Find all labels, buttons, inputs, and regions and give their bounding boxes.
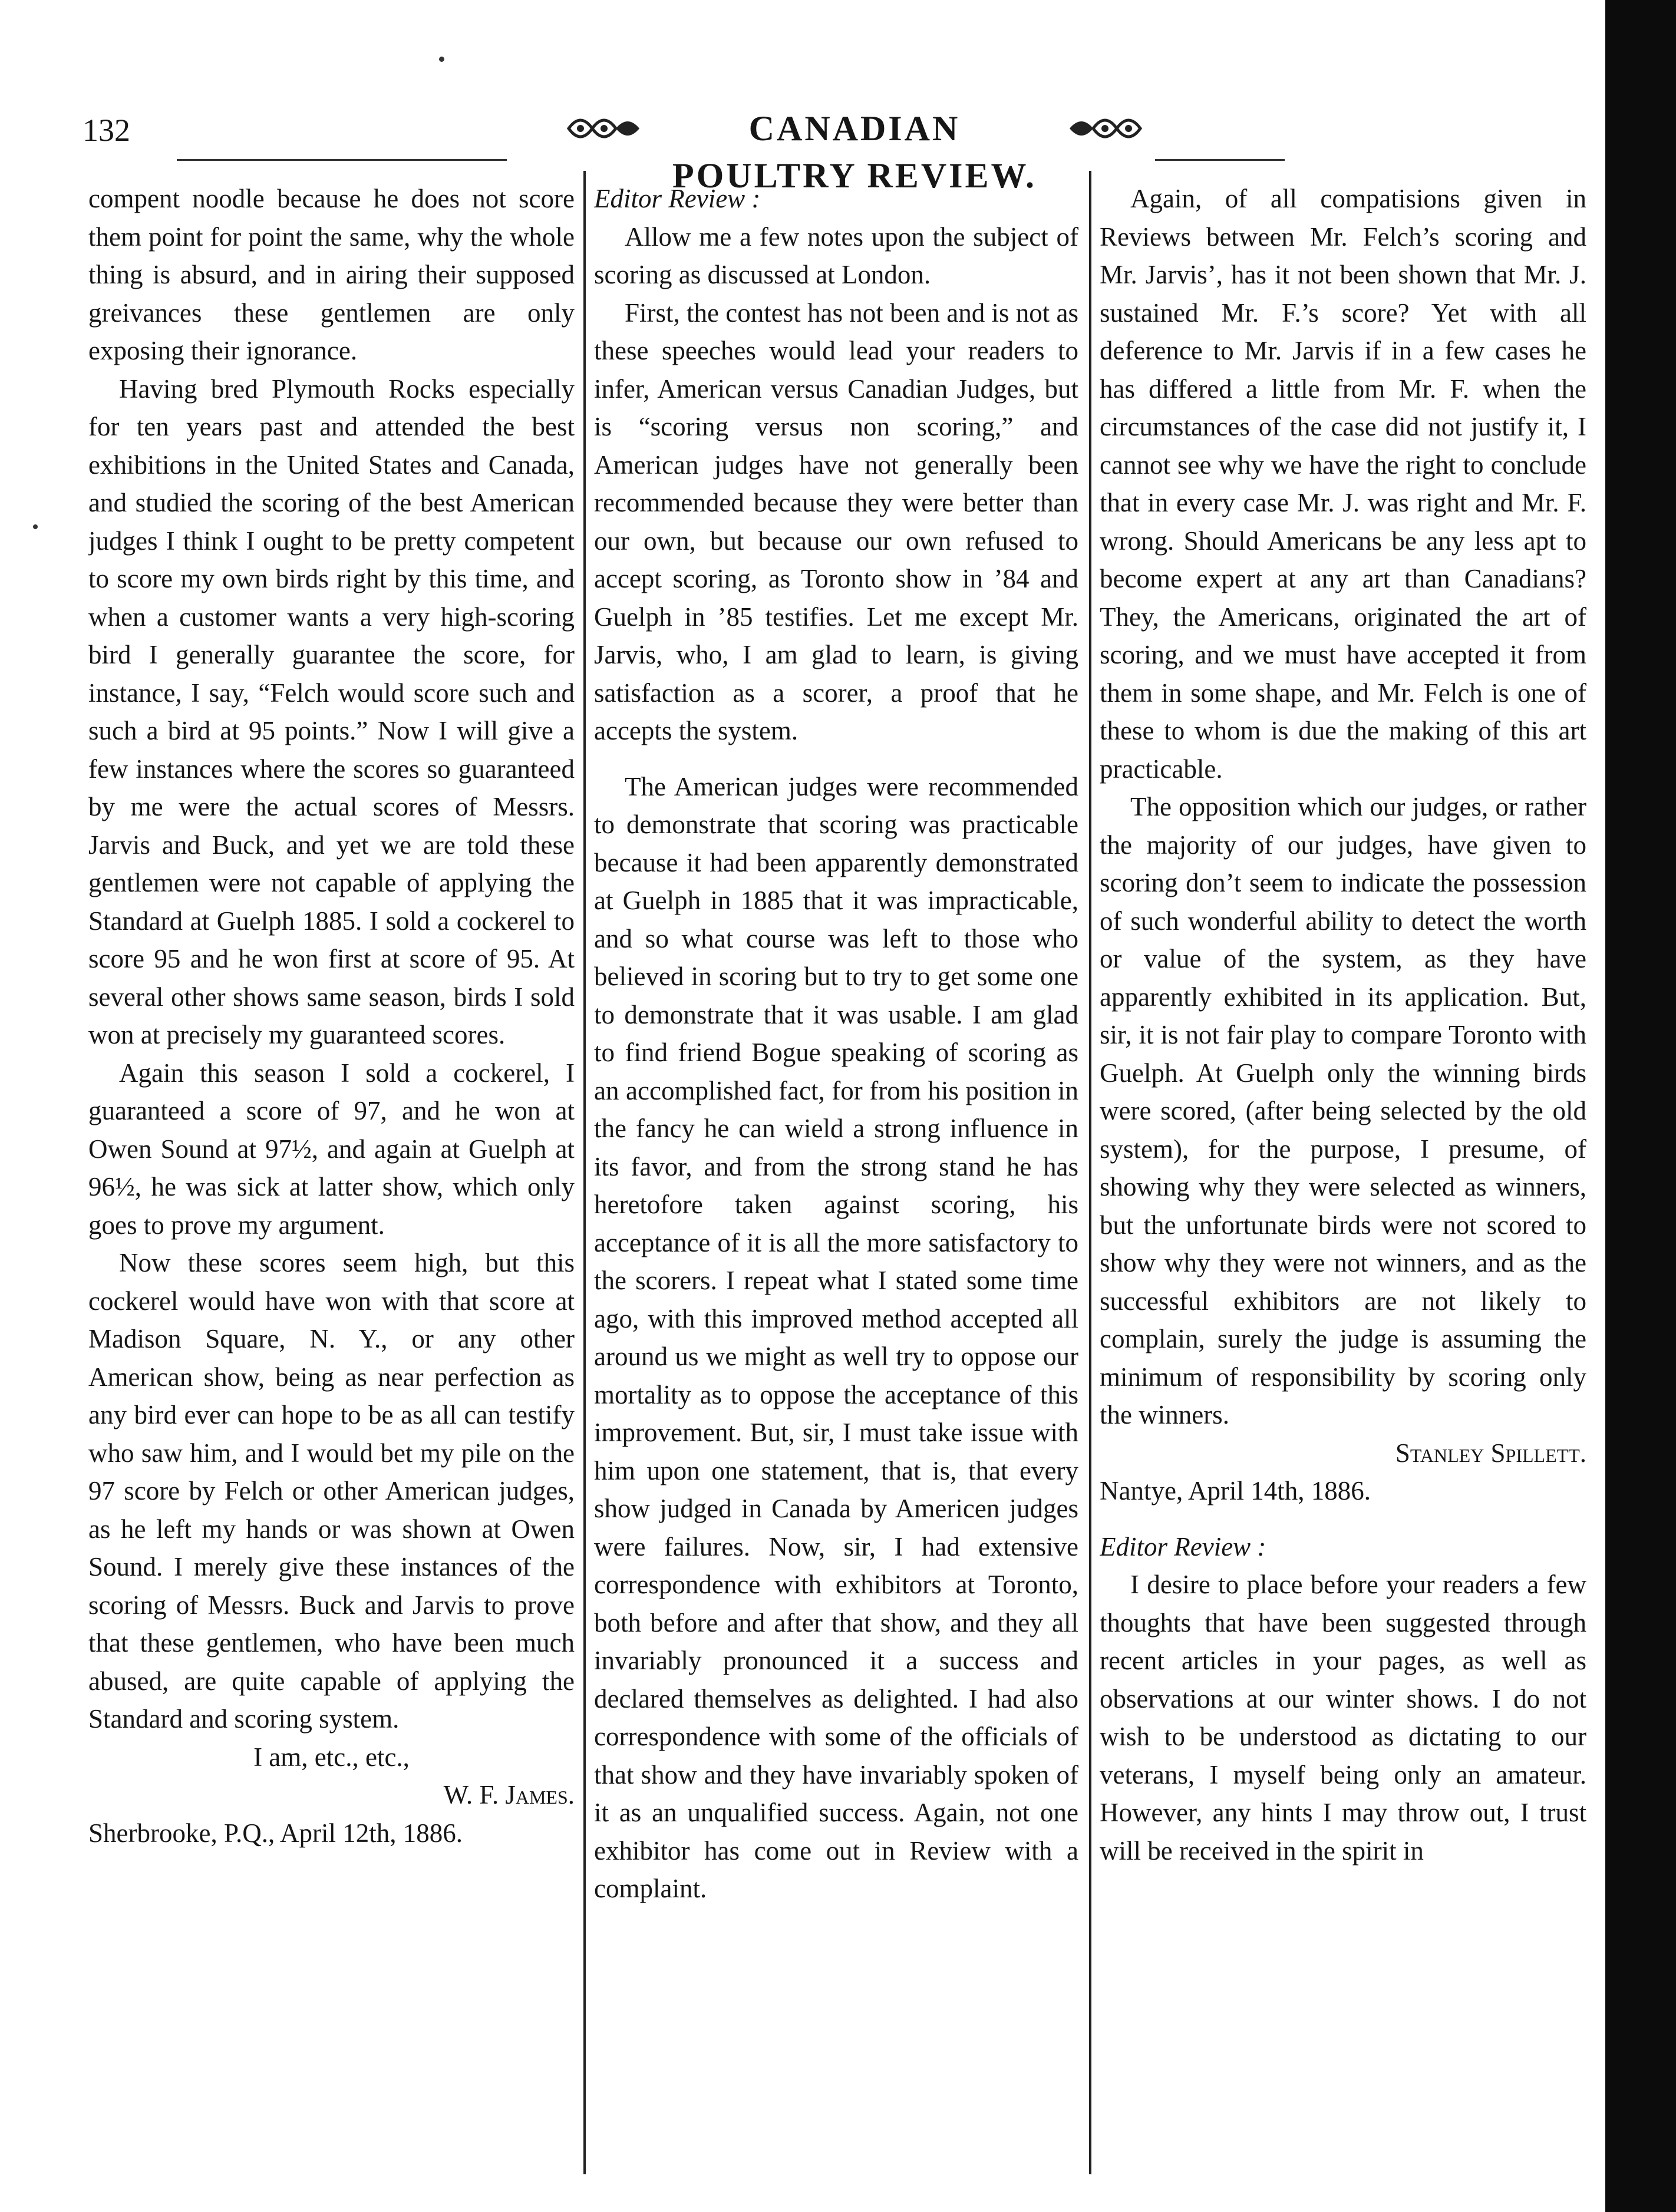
header-rule-right	[1155, 159, 1285, 161]
col1-signature: W. F. James.	[443, 1780, 575, 1810]
col2-paragraph-1: Allow me a few notes upon the subject of scoring as discussed at London.	[594, 222, 1078, 289]
col3-paragraph-1: Again, of all compatisions given in Reviews between Mr. Felch’s scoring and Mr. Jarvis’, has it not been shown that Mr. J. sustained Mr. F.’s score? Yet with all deference to Mr. Jarvis if in a few cases he has differed a little from Mr. F. when the circumstances of the case did not justify it, I cannot see why we have the right to conclude that in every case Mr. J. was right and Mr. F. wrong. Should Americans be any less apt to become expert at any art than Canadians? They, the Americans, originated the art of scoring, and we must have accepted it from them in some shape, and Mr. Felch is one of these to whom is due the making of this art practicable.	[1100, 184, 1586, 784]
masthead-title: CANADIAN POULTRY REVIEW.	[672, 109, 1037, 195]
col2-paragraph-2: First, the contest has not been and is not as these speeches would lead your readers to infer, American versus Canadian Judges, but is “scoring versus non scoring,” and American judges have not generally been recommended because they were better than our own, but because our own refused to accept scoring, as Toronto show in ’84 and Guelph in ’85 testifies. Let me except Mr. Jarvis, who, I am glad to learn, is giving satisfaction as a scorer, a proof that he accepts the system.	[594, 298, 1078, 745]
col1-paragraph-3: Again this season I sold a cockerel, I guaranteed a score of 97, and he won at Owen Sound at 97½, and again at Guelph at 96½, he was sick at latter show, which only goes to prove my argument.	[88, 1058, 575, 1240]
column-1	[88, 180, 575, 2183]
col2-salutation: Editor Review :	[594, 184, 761, 213]
col3-salutation: Editor Review :	[1100, 1531, 1266, 1561]
col2-spacer	[594, 750, 1078, 768]
ornament-left-icon	[566, 107, 642, 150]
col1-closing: I am, etc., etc.,	[253, 1742, 410, 1772]
column-divider-1	[583, 171, 586, 2174]
col1-paragraph-4: Now these scores seem high, but this cockerel would have won with that score at Madison Square, N. Y., or any other American show, being as near perfection as any bird ever can hope to be as all can testify who saw him, and I would bet my pile on the 97 score by Felch or other American judges, as he left my hands or was shown at Owen Sound. I merely give these instances of the scoring of Messrs. Buck and Jarvis to prove that these gentlemen, who have been much abused, are quite capable of applying the Standard and scoring system.	[88, 1248, 575, 1734]
col3-paragraph-3: I desire to place before your readers a few thoughts that have been suggested through recent articles in your pages, as well as observations at our winter shows. I do not wish to be understood as dictating to our veterans, I myself being only an amateur. However, any hints I may throw out, I trust will be received in the spirit in	[1100, 1570, 1586, 1866]
scan-speck	[33, 524, 38, 529]
col1-paragraph-1: compent noodle because he does not score them point for point the same, why the whole thing is absurd, and in airing their supposed greivances these gentlemen are only exposing their ignorance.	[88, 184, 575, 365]
col1-paragraph-2: Having bred Plymouth Rocks especially for ten years past and attended the best exhibitions in the United States and Canada, and studied the scoring of the best American judges I think I ought to be pretty competent to score my own birds right by this time, and when a customer wants a very high-scoring bird I generally guarantee the score, for instance, I say, “Felch would score such and such a bird at 95 points.” Now I will give a few instances where the scores so guaranteed by me were the actual scores of Messrs. Jarvis and Buck, and yet we are told these gentlemen were not capable of applying the Standard at Guelph 1885. I sold a cockerel to score 95 and he won first at score of 95. At several other shows same season, birds I sold won at precisely my guaranteed scores.	[88, 374, 575, 1049]
col3-signature: Stanley Spillett.	[1395, 1438, 1586, 1468]
column-2	[594, 180, 1078, 2183]
masthead	[566, 99, 1143, 195]
scan-edge-bar	[1605, 0, 1676, 2212]
col3-paragraph-2: The opposition which our judges, or rather the majority of our judges, have given to scoring don’t seem to indicate the possession of such wonderful ability to detect the worth or value of the system, as they have apparently exhibited in its application. But, sir, it is not fair play to compare Toronto with Guelph. At Guelph only the winning birds were scored, (after being selected by the old system), for the purpose, I presume, of showing why they were selected as winners, but the unfortunate birds were not scored to show why they were not winners, and as the successful exhibitors are not likely to complain, surely the judge is assuming the minimum of responsibility by scoring only the winners.	[1100, 792, 1586, 1429]
col1-place-date: Sherbrooke, P.Q., April 12th, 1886.	[88, 1818, 463, 1848]
page-number: 132	[83, 113, 130, 148]
column-3	[1100, 180, 1586, 2183]
ornament-right-icon	[1067, 107, 1143, 150]
column-divider-2	[1089, 171, 1091, 2174]
col2-paragraph-3: The American judges were recommended to demonstrate that scoring was practicable because it had been apparently demonstrated at Guelph in 1885 that it was impracticable, and so what course was left to those who believed in scoring but to try to get some one to demonstrate that it was usable. I am glad to find friend Bogue speaking of scoring as an accomplished fact, for from his position in the fancy he can wield a strong influence in its favor, and from the strong stand he has heretofore taken against scoring, his acceptance of it is all the more satisfactory to the scorers. I repeat what I stated some time ago, with this improved method accepted all around us we might as well try to oppose our mortality as to oppose the acceptance of this improvement. But, sir, I must take issue with him upon one statement, that is, that every show judged in Canada by Americen judges were failures. Now, sir, I had extensive correspondence with exhibitors at Toronto, both before and after that show, and they all invariably pronounced it a success and declared themselves as delighted. I had also correspondence with some of the officials of that show and they have invariably spoken of it as an unqualified success. Again, not one exhibitor has come out in Review with a complaint.	[594, 771, 1078, 1903]
scan-speck	[439, 57, 444, 62]
col3-spacer	[1100, 1510, 1586, 1528]
col3-place-date: Nantye, April 14th, 1886.	[1100, 1476, 1371, 1506]
header-rule-left	[177, 159, 507, 161]
